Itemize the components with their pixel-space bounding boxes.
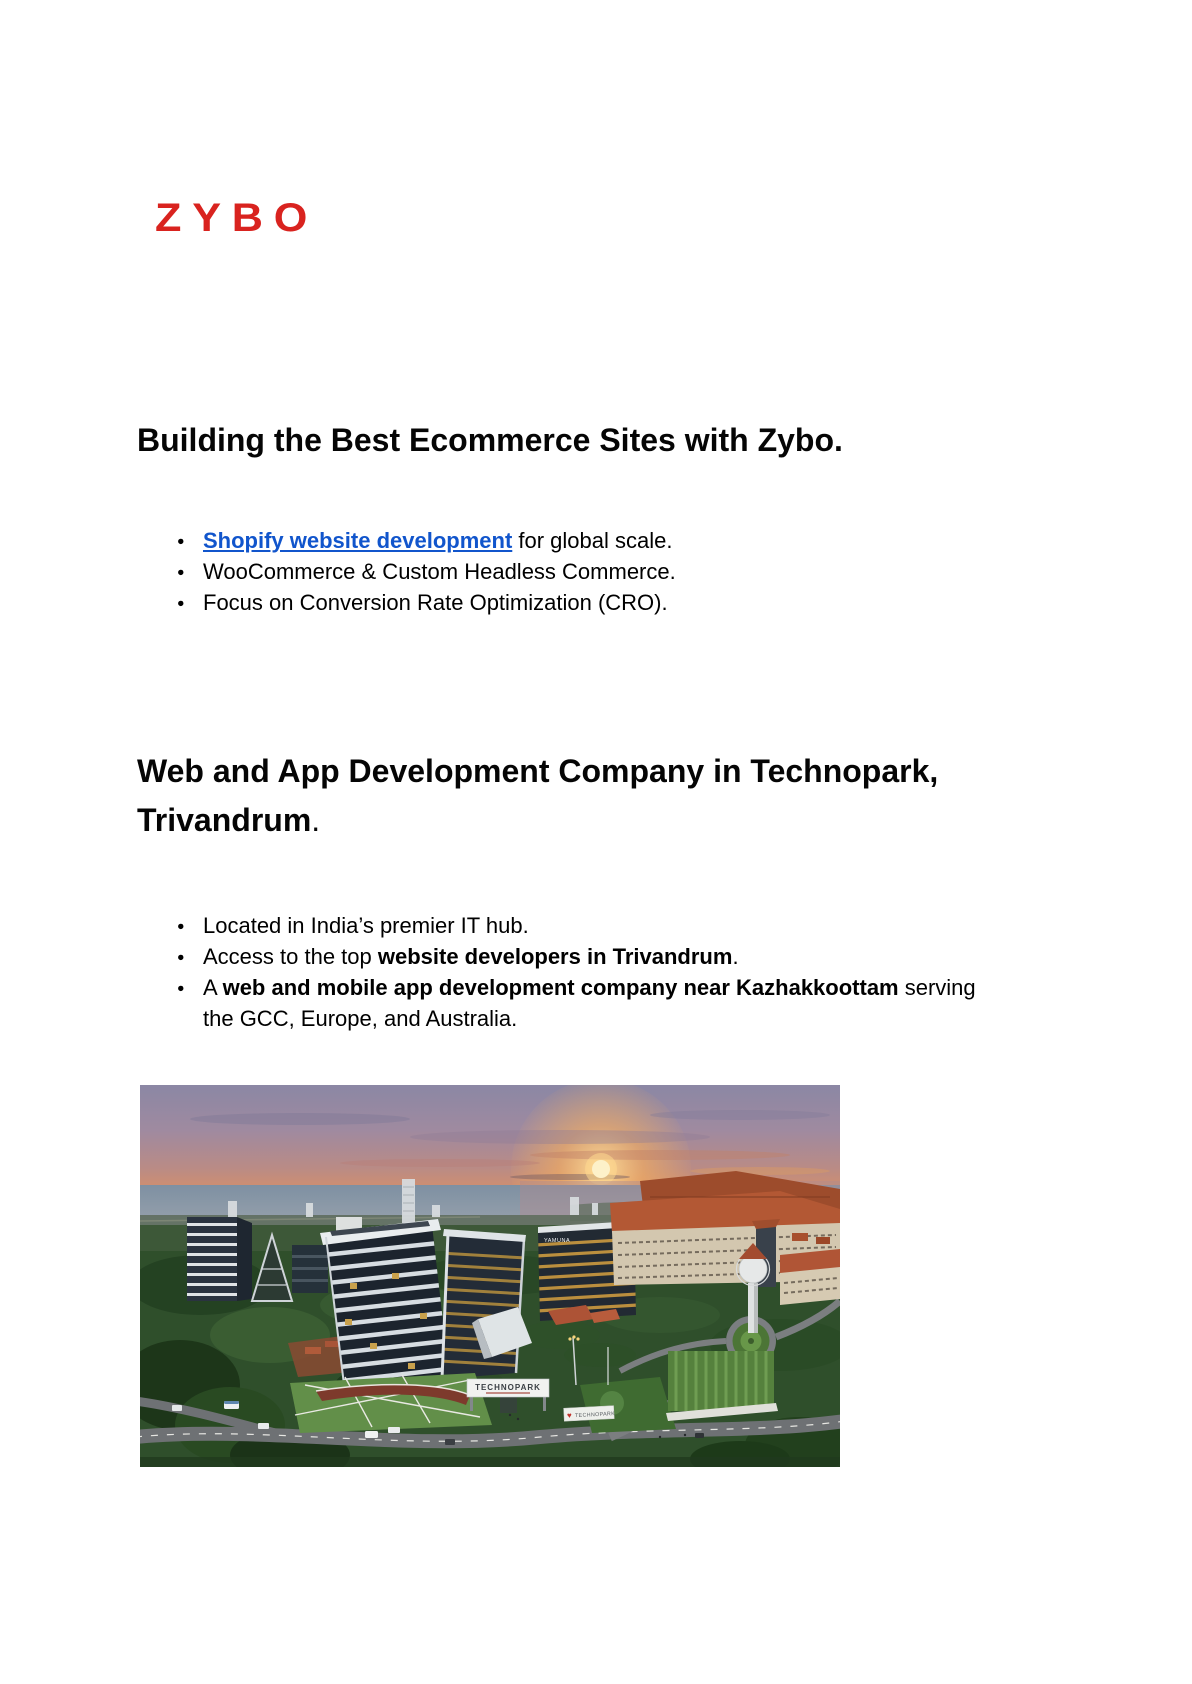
heart-sign (564, 1406, 616, 1422)
heading-line1: Web and App Development Company in Technopark, (137, 753, 939, 789)
list-item-text: A (203, 975, 223, 1000)
technopark-aerial-photo (140, 1085, 840, 1467)
gate-sign-text: TECHNOPARK (475, 1383, 541, 1392)
foreground-foliage (140, 1457, 840, 1467)
building-name-label: YAMUNA (544, 1238, 571, 1244)
ecommerce-bullet-list (137, 525, 897, 618)
zybo-logo: ZYBO (155, 196, 319, 240)
list-item-text: for global scale. (512, 528, 673, 553)
list-item (137, 941, 988, 972)
list-item (137, 972, 988, 1034)
list-item-text: Access to the top (203, 944, 378, 969)
heading-line2: Trivandrum (137, 802, 312, 838)
heading-ecommerce: Building the Best Ecommerce Sites with Zybo. (137, 422, 843, 458)
list-item (137, 556, 897, 587)
list-item-text: . (732, 944, 739, 969)
heading-web-app-company (137, 747, 997, 845)
list-item (137, 910, 988, 941)
list-item-text: serving the GCC, Europe, and Australia. (203, 975, 976, 1031)
gold-windows-tower (440, 1229, 532, 1379)
list-item (137, 587, 897, 618)
shopify-link[interactable]: Shopify website development (203, 528, 513, 553)
technopark-photo-illustration (140, 1085, 840, 1467)
list-item-bold-text: website developers in Trivandrum (377, 944, 733, 969)
list-item (137, 525, 897, 556)
heading-line2-period: . (311, 802, 321, 838)
list-item-text: WooCommerce & Custom Headless Commerce. (203, 559, 676, 584)
list-item-bold-text: web and mobile app development company near Kazhakkoottam (222, 975, 899, 1000)
heart-sign-text: TECHNOPARK (574, 1411, 616, 1420)
location-bullet-list (137, 910, 988, 1034)
heart-icon: ♥ (566, 1410, 572, 1421)
list-item-text: Located in India’s premier IT hub. (203, 913, 529, 938)
list-item-text: Focus on Conversion Rate Optimization (CRO). (203, 590, 668, 615)
